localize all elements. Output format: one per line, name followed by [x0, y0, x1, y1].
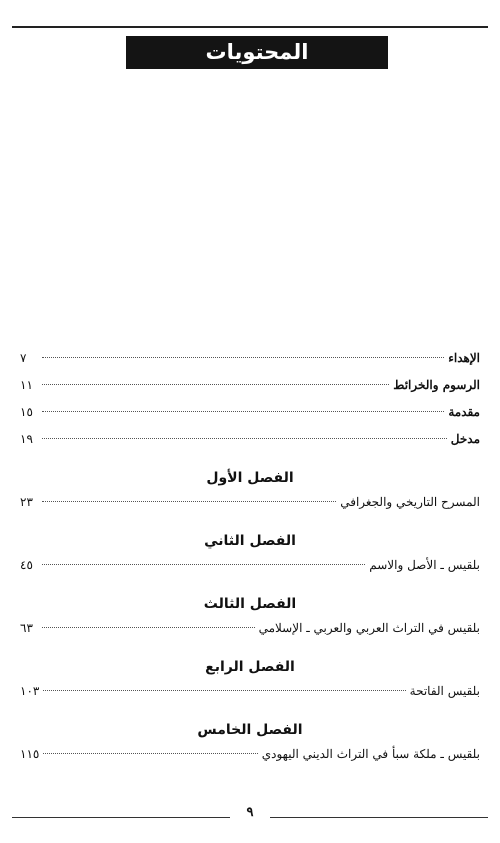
toc-entry-page: ١٠٣: [20, 684, 40, 698]
toc-entry-label: بلقيس في التراث العربي والعربي ـ الإسلامي: [258, 621, 480, 635]
toc-entry-label: مدخل: [450, 432, 480, 446]
toc-entry[interactable]: [20, 618, 480, 645]
toc-entry[interactable]: [20, 555, 480, 582]
leader-dots: [42, 438, 447, 439]
toc-entry-page: ١١: [20, 378, 33, 392]
leader-dots: [42, 357, 444, 358]
toc-entry-label: المسرح التاريخي والجغرافي: [340, 495, 480, 509]
chapter-heading: الفصل الأول: [206, 470, 294, 486]
footer-rule-right: [270, 817, 488, 818]
toc-entry-page: ٢٣: [20, 495, 33, 509]
toc-entry[interactable]: [20, 402, 480, 429]
leader-dots: [42, 627, 255, 628]
chapter-heading: الفصل الرابع: [205, 659, 295, 675]
toc-entry-page: ٧: [20, 351, 27, 365]
toc-entry[interactable]: [20, 681, 480, 708]
toc-entry-label: بلقيس ـ الأصل والاسم: [369, 558, 480, 572]
chapter-heading: الفصل الثالث: [203, 596, 297, 612]
top-rule: [12, 26, 488, 28]
chapter-heading: الفصل الثاني: [204, 533, 296, 549]
toc-entry[interactable]: [20, 375, 480, 402]
leader-dots: [42, 501, 336, 502]
page-title: المحتويات: [126, 36, 388, 69]
toc-entry-page: ٤٥: [20, 558, 33, 572]
toc-entry-page: ١٥: [20, 405, 33, 419]
page-footer: [12, 805, 488, 825]
leader-dots: [42, 564, 365, 565]
leader-dots: [42, 411, 444, 412]
toc-entry[interactable]: [20, 429, 480, 456]
toc-entry-label: بلقيس ـ ملكة سبأ في التراث الديني اليهودي: [261, 747, 480, 761]
toc-entry-label: الرسوم والخرائط: [393, 378, 480, 392]
chapter-heading: الفصل الخامس: [197, 722, 303, 738]
toc-entry-label: مقدمة: [448, 405, 480, 419]
leader-dots: [42, 384, 389, 385]
toc-entry[interactable]: [20, 348, 480, 375]
table-of-contents: [20, 348, 480, 771]
page-number: ٩: [246, 805, 254, 820]
toc-entry-page: ٦٣: [20, 621, 33, 635]
toc-entry-label: بلقيس الفاتحة: [409, 684, 480, 698]
toc-entry-page: ١١٥: [20, 747, 40, 761]
toc-entry-page: ١٩: [20, 432, 33, 446]
leader-dots: [43, 753, 257, 754]
toc-entry[interactable]: [20, 744, 480, 771]
toc-entry-label: الإهداء: [448, 351, 480, 365]
toc-entry[interactable]: [20, 492, 480, 519]
leader-dots: [43, 690, 405, 691]
